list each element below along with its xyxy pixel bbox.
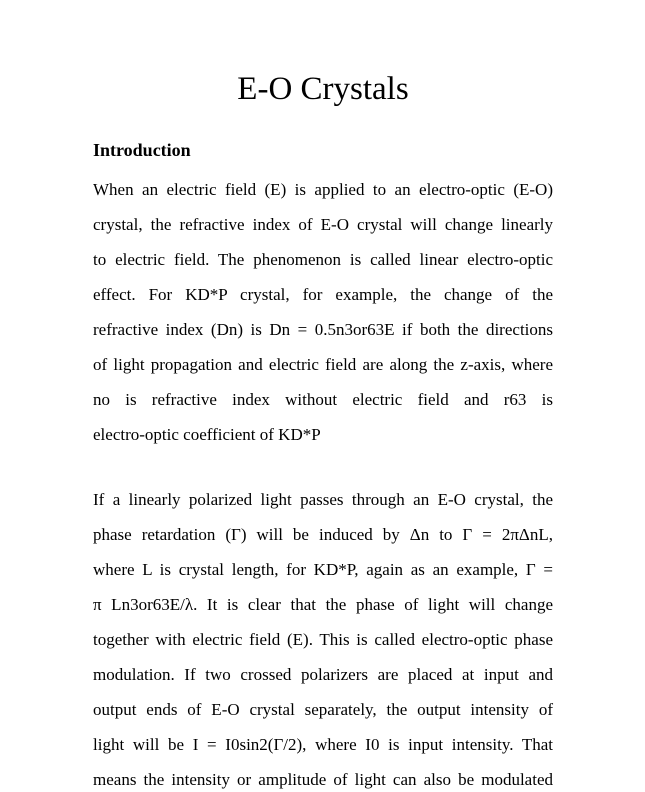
text-line: π Ln3or63E/λ. It is clear that the phase of light will change <box>93 595 553 614</box>
text-line: If a linearly polarized light passes through an E-O crystal, the <box>93 490 553 509</box>
paragraph-1 <box>93 172 553 452</box>
text-line: means the intensity or amplitude of light can also be modulated <box>93 770 553 789</box>
text-line: no is refractive index without electric field and r63 is <box>93 390 553 409</box>
text-line: output ends of E-O crystal separately, the output intensity of <box>93 700 553 719</box>
text-line: phase retardation (Γ) will be induced by Δn to Γ = 2πΔnL, <box>93 525 553 544</box>
text-line: to electric field. The phenomenon is called linear electro-optic <box>93 250 553 269</box>
page-title: E-O Crystals <box>237 71 409 107</box>
document-content <box>93 0 553 792</box>
section-heading-introduction: Introduction <box>93 140 191 160</box>
paragraph-2 <box>93 482 553 792</box>
text-line: refractive index (Dn) is Dn = 0.5n3or63E if both the directions <box>93 320 553 339</box>
text-line: When an electric field (E) is applied to an electro-optic (E-O) <box>93 180 553 199</box>
text-line: modulation. If two crossed polarizers are placed at input and <box>93 665 553 684</box>
text-line: of light propagation and electric field are along the z-axis, where <box>93 355 553 374</box>
text-line: electro-optic coefficient of KD*P <box>93 425 321 444</box>
text-line: where L is crystal length, for KD*P, again as an example, Γ = <box>93 560 553 579</box>
text-line: light will be I = I0sin2(Γ/2), where I0 is input intensity. That <box>93 735 553 754</box>
text-line: effect. For KD*P crystal, for example, the change of the <box>93 285 553 304</box>
text-line: crystal, the refractive index of E-O crystal will change linearly <box>93 215 553 234</box>
text-line: together with electric field (E). This is called electro-optic phase <box>93 630 553 649</box>
